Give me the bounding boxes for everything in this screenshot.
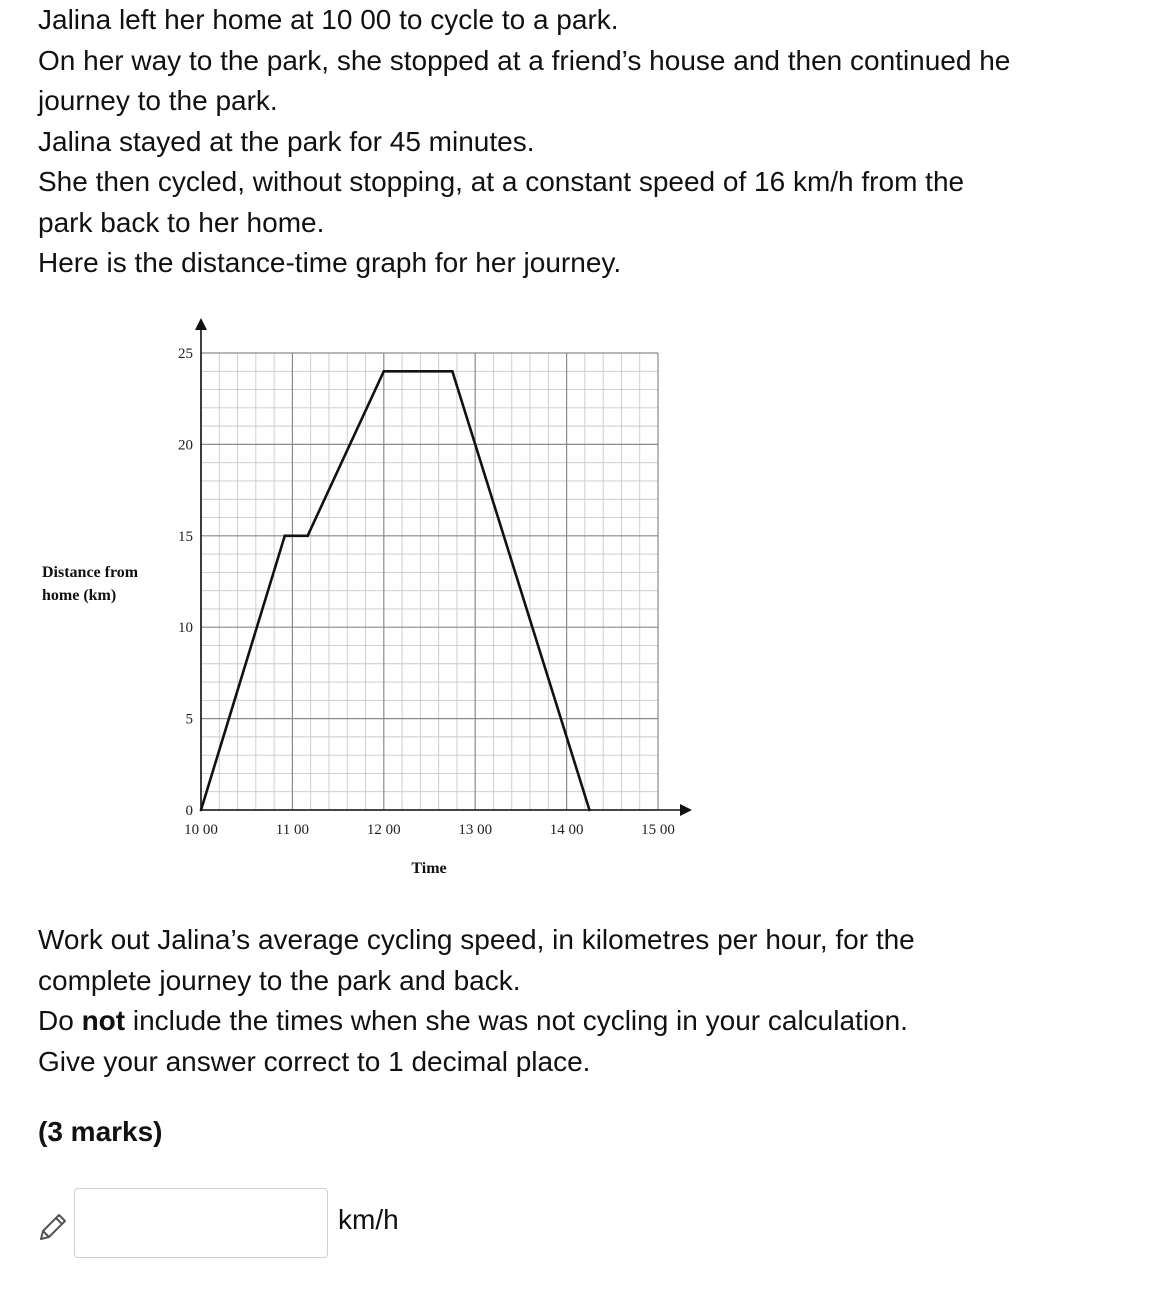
task-text — [38, 920, 915, 1082]
y-axis-arrow — [195, 318, 207, 330]
marks-label: (3 marks) — [38, 1116, 163, 1147]
y-tick-label: 5 — [185, 711, 193, 728]
pencil-icon — [36, 1210, 70, 1244]
y-tick-label: 0 — [185, 803, 193, 819]
task-line: complete journey to the park and back. — [38, 964, 521, 996]
y-axis-label: Distance from — [42, 564, 139, 581]
distance-time-graph — [0, 300, 720, 900]
x-tick-label: 12 00 — [366, 822, 401, 838]
intro-line: On her way to the park, she stopped at a friend’s house and then continued he — [38, 44, 1011, 76]
answer-input[interactable] — [74, 1188, 328, 1258]
intro-line: Jalina left her home at 10 00 to cycle to a park. — [38, 4, 619, 35]
tick-labels — [178, 346, 675, 838]
task-line: Give your answer correct to 1 decimal place. — [38, 1045, 591, 1077]
data-point — [306, 535, 309, 538]
data-point — [588, 809, 591, 812]
x-tick-label: 10 00 — [184, 822, 218, 838]
data-point — [383, 370, 386, 373]
y-tick-label: 20 — [178, 437, 193, 454]
task-text-segment: Do — [38, 1005, 82, 1036]
intro-line: journey to the park. — [38, 85, 278, 116]
question-intro — [38, 0, 1150, 284]
y-tick-label: 25 — [178, 346, 193, 362]
y-axis-label: home (km) — [42, 587, 117, 604]
y-tick-label: 10 — [178, 620, 193, 637]
intro-line: park back to her home. — [38, 206, 325, 238]
unit-label: km/h — [338, 1204, 399, 1235]
x-tick-label: 15 00 — [641, 822, 675, 838]
axes — [195, 318, 692, 816]
x-tick-label: 14 00 — [549, 822, 584, 838]
task-line — [38, 1001, 915, 1042]
task-emphasis: not — [81, 1005, 126, 1036]
intro-line: Here is the distance-time graph for her journey. — [38, 247, 622, 278]
y-tick-label: 15 — [178, 528, 193, 545]
data-point — [451, 370, 454, 373]
x-tick-label: 13 00 — [458, 822, 493, 838]
task-line: Work out Jalina’s average cycling speed, in kilometres per hour, for the — [38, 924, 915, 955]
x-tick-label: 11 00 — [275, 822, 310, 838]
intro-line: Jalina stayed at the park for 45 minutes. — [38, 125, 535, 157]
data-point — [283, 535, 286, 538]
answer-row — [36, 1188, 536, 1260]
intro-line: She then cycled, without stopping, at a constant speed of 16 km/h from the — [38, 166, 965, 197]
x-axis-label: Time — [411, 860, 447, 877]
x-axis-arrow — [680, 804, 692, 816]
data-point — [200, 809, 203, 812]
task-text-segment: include the times when she was not cycling in your calculation. — [125, 1005, 908, 1036]
